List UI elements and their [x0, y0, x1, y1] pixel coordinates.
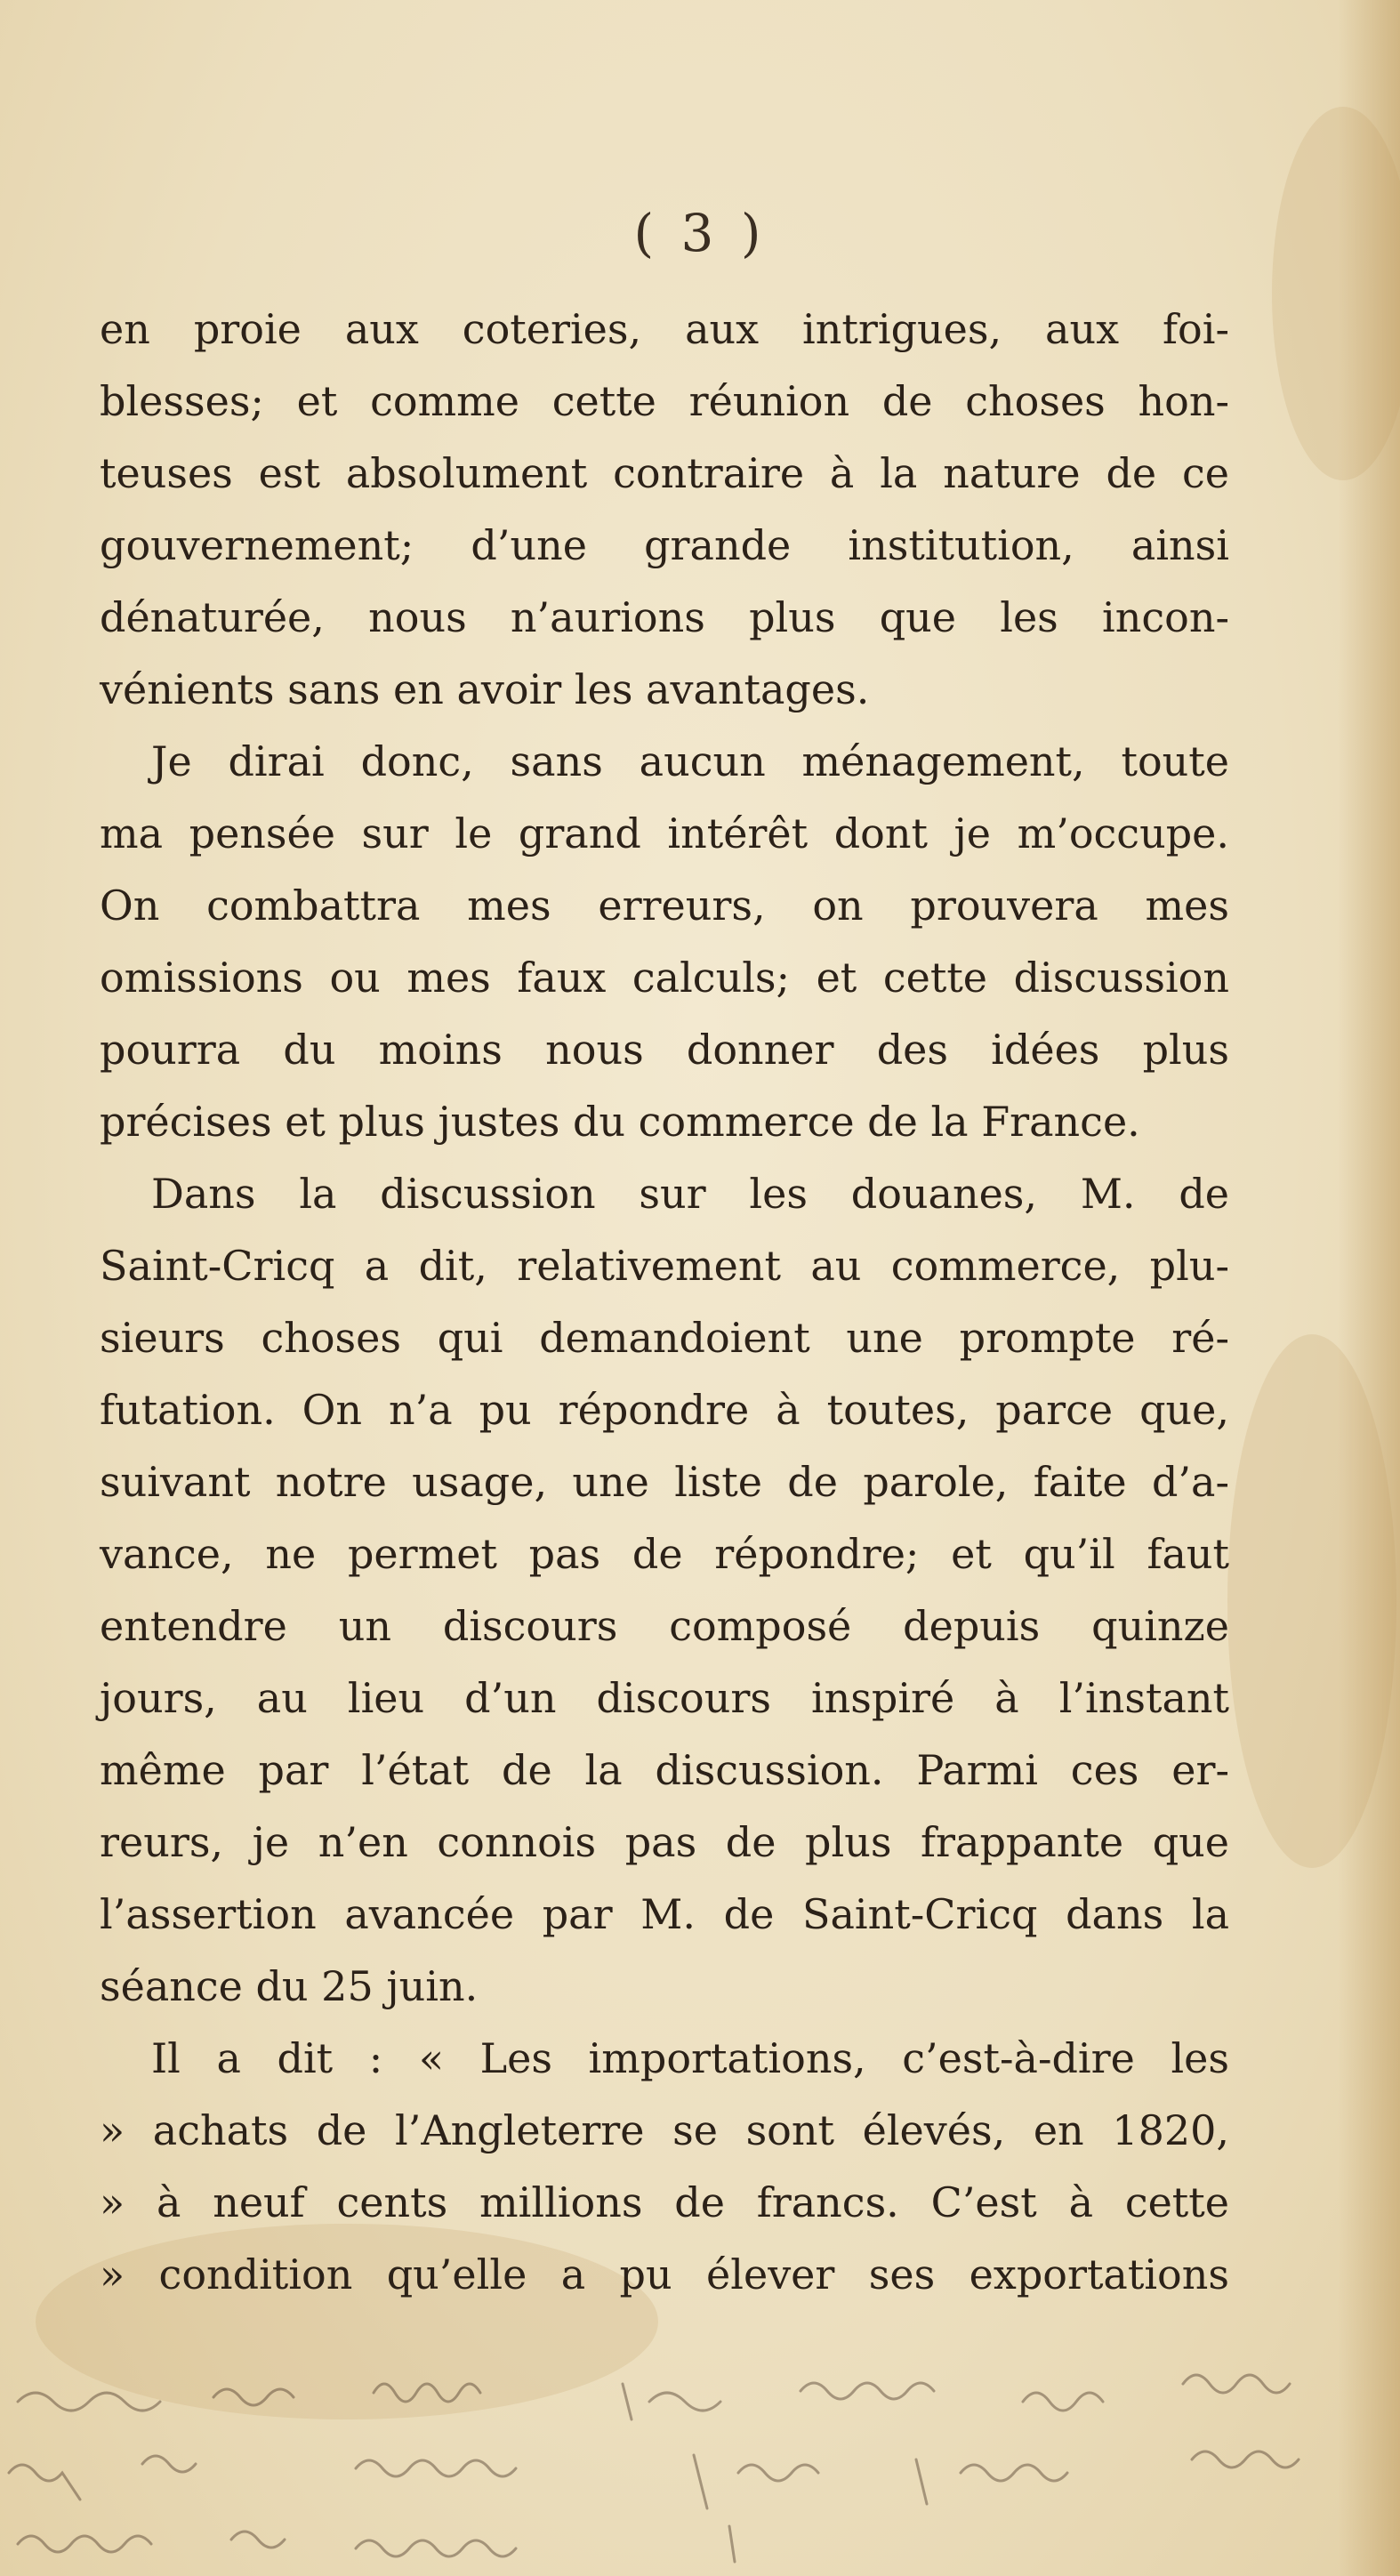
text-line: » à neuf cents millions de francs. C’est à cette [100, 2178, 1229, 2226]
text-line: pourra du moins nous donner des idées plus [100, 1026, 1229, 1074]
text-line: » achats de l’Angleterre se sont élevés, en 1820, [100, 2106, 1229, 2154]
paragraph [100, 726, 1229, 1158]
text-line: blesses; et comme cette réunion de choses hon- [100, 377, 1229, 425]
text-line: vénients sans en avoir les avantages. [100, 665, 870, 713]
text-line: vance, ne permet pas de répondre; et qu’il faut [100, 1530, 1229, 1578]
text-line: précises et plus justes du commerce de la France. [100, 1098, 1140, 1146]
text-line: séance du 25 juin. [100, 1962, 479, 2010]
text-line: » condition qu’elle a pu élever ses exportations [100, 2250, 1229, 2298]
paper-stain [1227, 1334, 1396, 1868]
text-line: Saint-Cricq a dit, relativement au commerce, plu- [100, 1242, 1229, 1290]
text-line: entendre un discours composé depuis quinze [100, 1602, 1229, 1650]
text-line: Dans la discussion sur les douanes, M. de [151, 1170, 1229, 1218]
text-line: Je dirai donc, sans aucun ménagement, toute [151, 737, 1229, 785]
text-line: dénaturée, nous n’aurions plus que les incon- [100, 593, 1229, 641]
handwriting-bleed-through [0, 2348, 1400, 2576]
text-line: gouvernement; d’une grande institution, ainsi [100, 521, 1229, 569]
text-line: sieurs choses qui demandoient une prompte ré- [100, 1314, 1229, 1362]
text-line: en proie aux coteries, aux intrigues, aux foi- [100, 305, 1229, 353]
paragraph [100, 1158, 1229, 2023]
text-line: l’assertion avancée par M. de Saint-Cricq dans la [100, 1890, 1229, 1938]
text-line: futation. On n’a pu répondre à toutes, parce que, [100, 1386, 1229, 1434]
paragraph [100, 294, 1229, 726]
text-line: On combattra mes erreurs, on prouvera mes [100, 881, 1229, 930]
page-number: ( 3 ) [633, 203, 767, 263]
text-line: Il a dit : « Les importations, c’est-à-dire les [151, 2034, 1229, 2082]
paragraph [100, 2023, 1229, 2311]
text-line: reurs, je n’en connois pas de plus frappante que [100, 1818, 1229, 1866]
text-line: jours, au lieu d’un discours inspiré à l’instant [100, 1674, 1229, 1722]
text-line: omissions ou mes faux calculs; et cette discussion [100, 954, 1229, 1002]
body-text [100, 294, 1229, 2311]
text-line: ma pensée sur le grand intérêt dont je m’occupe. [100, 809, 1229, 857]
text-line: teuses est absolument contraire à la nature de ce [100, 449, 1229, 497]
text-line: suivant notre usage, une liste de parole, faite d’a- [100, 1458, 1229, 1506]
text-line: même par l’état de la discussion. Parmi ces er- [100, 1746, 1229, 1794]
